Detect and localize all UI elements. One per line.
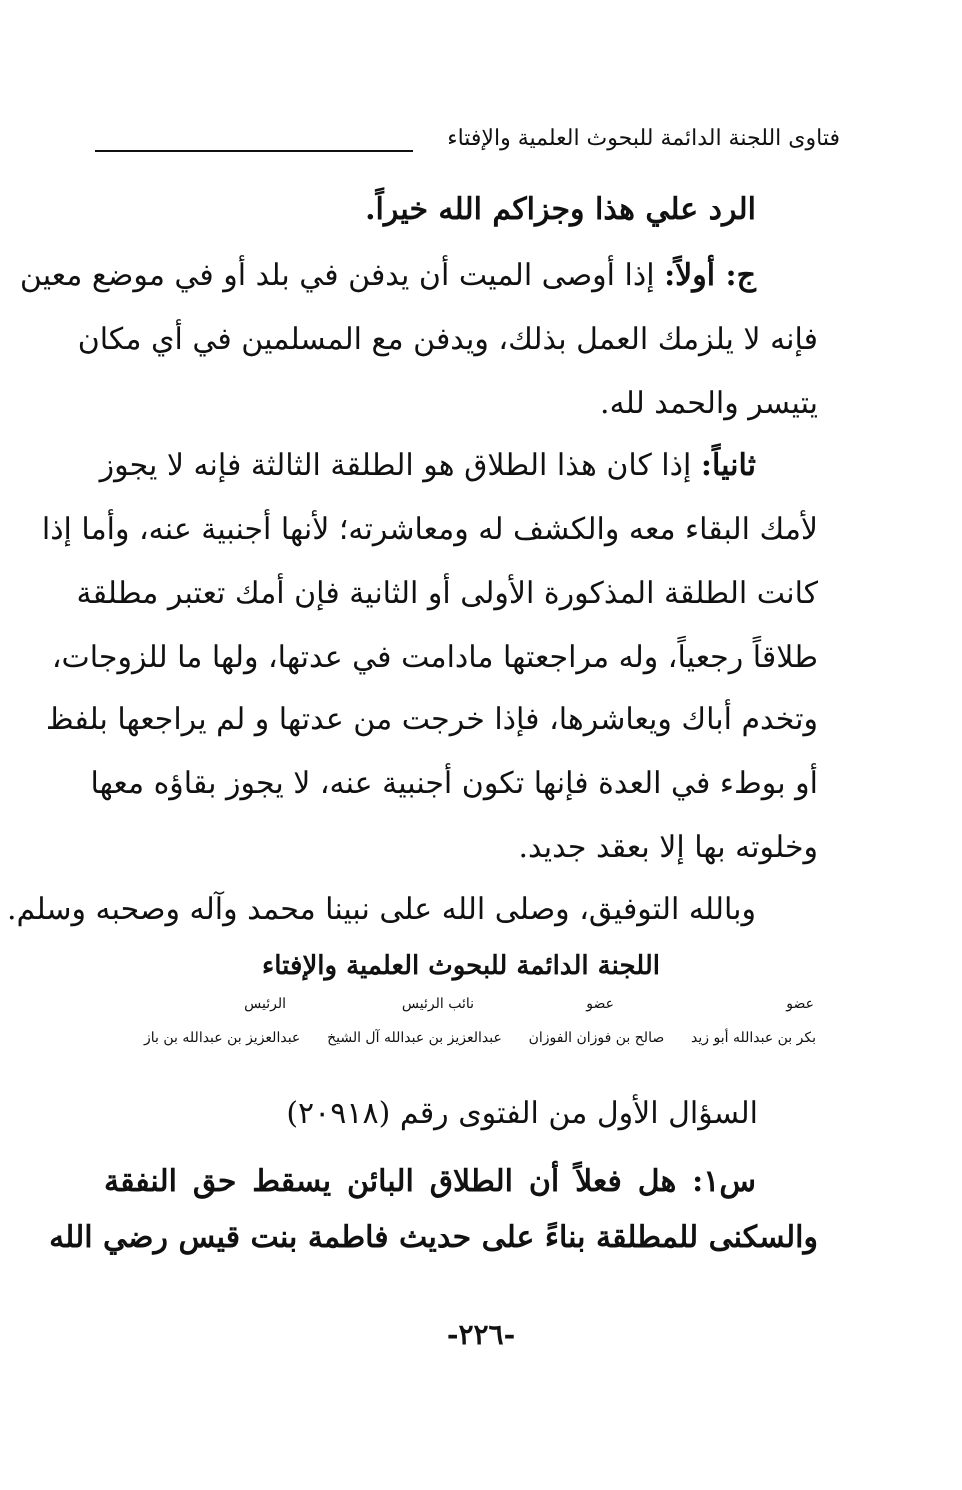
answer-paragraph-1-line-2: فإنه لا يلزمك العمل بذلك، ويدفن مع المسلمين في أي مكان [77,322,818,357]
signatory-name: بكر بن عبدالله أبو زيد [691,1030,816,1046]
answer-text: إذا كان هذا الطلاق هو الطلقة الثالثة فإنه لا يجوز [99,448,692,483]
running-header-title: فتاوى اللجنة الدائمة للبحوث العلمية والإفتاء [447,126,840,151]
question-line-1: س١: هل فعلاً أن الطلاق البائن يسقط حق النفقة [104,1164,756,1199]
member-title: عضو [586,996,614,1012]
signatory-name: صالح بن فوزان الفوزان [528,1030,665,1046]
signatory-name: عبدالعزيز بن عبدالله بن باز [144,1030,301,1046]
vice-president-title: نائب الرئيس [401,996,474,1012]
answer-paragraph-2-line-1 [99,444,756,488]
signature-titles [150,996,814,1018]
member-title: عضو [786,996,814,1012]
president-title: الرئيس [244,996,286,1012]
second-point-label: ثانياً: [700,448,756,483]
page-number: -٢٢٦- [446,1318,516,1351]
answer-paragraph-2-line-7: وخلوته بها إلا بعقد جديد. [518,830,818,865]
signature-names [144,1030,816,1056]
answer-paragraph-1-line-3: يتيسر والحمد لله. [600,386,818,421]
fatwa-question-title: السؤال الأول من الفتوى رقم (٢٠٩١٨) [286,1096,758,1131]
answer-label: ج: أولاً: [664,258,756,293]
answer-paragraph-2-line-5: وتخدم أباك ويعاشرها، فإذا خرجت من عدتها و لم يراجعها بلفظ [45,702,818,737]
question-line-2: والسكنى للمطلقة بناءً على حديث فاطمة بنت قيس رضي الله [49,1220,818,1255]
answer-paragraph-2-line-6: أو بوطء في العدة فإنها تكون أجنبية عنه، لا يجوز بقاؤه معها [90,766,818,801]
answer-paragraph-2-line-4: طلاقاً رجعياً، وله مراجعتها مادامت في عدتها، ولها ما للزوجات، [51,640,818,675]
header-rule [95,150,413,152]
salutation: وبالله التوفيق، وصلى الله على نبينا محمد وآله وصحبه وسلم. [6,892,756,927]
answer-paragraph-2-line-2: لأمك البقاء معه والكشف له ومعاشرته؛ لأنها أجنبية عنه، وأما إذا [41,512,818,547]
signatory-name: عبدالعزيز بن عبدالله آل الشيخ [327,1030,502,1046]
answer-paragraph-2-line-3: كانت الطلقة المذكورة الأولى أو الثانية فإن أمك تعتبر مطلقة [76,576,818,611]
answer-text: إذا أوصى الميت أن يدفن في بلد أو في موضع معين [19,258,655,293]
answer-paragraph-1-line-1 [19,254,756,298]
committee-heading: اللجنة الدائمة للبحوث العلمية والإفتاء [262,951,660,981]
closing-line: الرد علي هذا وجزاكم الله خيراً. [365,192,756,227]
